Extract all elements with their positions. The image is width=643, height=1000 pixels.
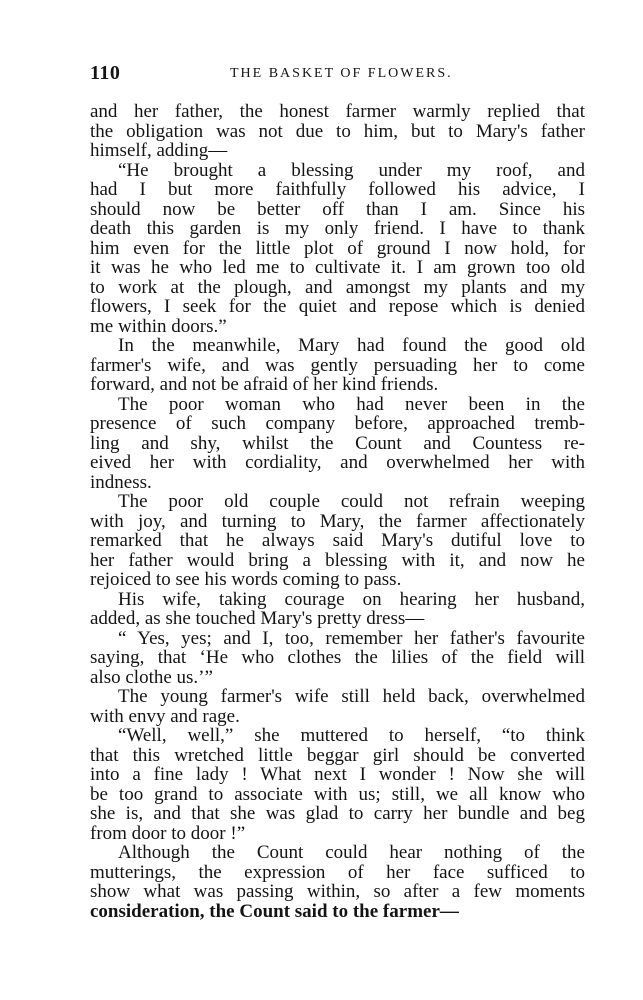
text-line: me within doors.”: [90, 315, 227, 337]
text-line: it was he who led me to cultivate it. I am grown too old: [90, 257, 585, 278]
text-line: The young farmer's wife still held back, overwhelmed: [118, 686, 585, 707]
text-line: into a fine lady ! What next I wonder ! Now she will: [90, 764, 585, 785]
text-line: In the meanwhile, Mary had found the good old: [118, 335, 585, 356]
text-line: consideration, the Count said to the farmer—: [90, 900, 459, 922]
text-line: eived her with cordiality, and overwhelmed her with: [90, 452, 585, 473]
text-line: “He brought a blessing under my roof, and: [118, 159, 585, 181]
text-line: “Well, well,” she muttered to herself, “to think: [118, 725, 585, 746]
text-line: to work at the plough, and amongst my plants and my: [90, 276, 585, 298]
text-line: remarked that he always said Mary's dutiful love to: [90, 530, 585, 551]
text-line: ling and shy, whilst the Count and Countess re-: [90, 432, 585, 454]
text-line: she is, and that she was glad to carry her bundle and beg: [90, 803, 585, 824]
body-text: [90, 102, 585, 921]
text-line: His wife, taking courage on hearing her husband,: [118, 588, 585, 610]
text-line: rejoiced to see his words coming to pass.: [90, 569, 402, 590]
page-number: 110: [90, 62, 121, 84]
text-line: The poor old couple could not refrain weeping: [118, 491, 585, 512]
text-line: death this garden is my only friend. I have to thank: [90, 218, 585, 239]
text-line: Although the Count could hear nothing of the: [118, 842, 585, 863]
text-line: and her father, the honest farmer warmly replied that: [90, 101, 585, 122]
text-line: with joy, and turning to Mary, the farmer affectionately: [90, 510, 585, 532]
running-title: THE BASKET OF FLOWERS.: [230, 66, 453, 81]
text-line: show what was passing within, so after a few moments: [90, 881, 585, 902]
text-line: her father would bring a blessing with it, and now he: [90, 549, 585, 571]
text-line: “ Yes, yes; and I, too, remember her father's favourite: [118, 627, 585, 649]
text-line: flowers, I seek for the quiet and repose which is denied: [90, 296, 585, 317]
text-line: The poor woman who had never been in the: [118, 393, 585, 415]
text-line: from door to door !”: [90, 822, 246, 844]
text-line: should now be better off than I am. Since his: [90, 198, 585, 220]
text-line: farmer's wife, and was gently persuading her to come: [90, 354, 585, 376]
text-line: mutterings, the expression of her face sufficed to: [90, 861, 585, 883]
text-line: forward, and not be afraid of her kind friends.: [90, 374, 439, 395]
text-line: indness.: [90, 471, 152, 493]
text-line: him even for the little plot of ground I now hold, for: [90, 237, 585, 259]
text-line: saying, that ‘He who clothes the lilies of the field will: [90, 647, 585, 668]
text-line: that this wretched little beggar girl should be converted: [90, 744, 585, 766]
text-line: the obligation was not due to him, but to Mary's father: [90, 120, 585, 142]
text-line: be too grand to associate with us; still, we all know who: [90, 783, 585, 805]
text-line: with envy and rage.: [90, 705, 240, 727]
text-line: himself, adding—: [90, 140, 228, 161]
text-line: presence of such company before, approached tremb-: [90, 413, 585, 434]
text-line: had I but more faithfully followed his advice, I: [90, 179, 585, 200]
text-line: also clothe us.’”: [90, 666, 213, 688]
page-header: [90, 62, 590, 88]
text-line: added, as she touched Mary's pretty dress—: [90, 608, 425, 629]
